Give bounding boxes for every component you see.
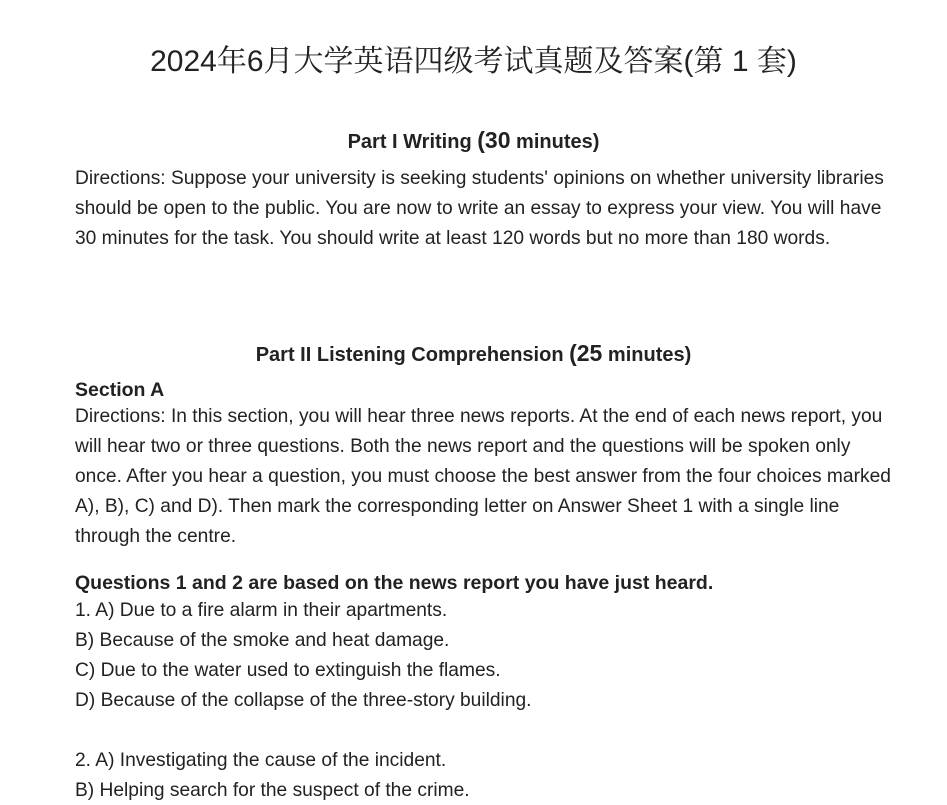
part1-heading-text: Part I Writing bbox=[347, 131, 478, 153]
part2-heading-minutes: 25 bbox=[576, 340, 603, 366]
part2-heading bbox=[0, 339, 947, 369]
section-a-label: Section A bbox=[75, 379, 165, 401]
q1-option-c: C) Due to the water used to extinguish the flames. bbox=[75, 660, 501, 681]
page-title: 2024年6月大学英语四级考试真题及答案(第 1 套) bbox=[150, 45, 797, 78]
part2-heading-paren: ( bbox=[569, 340, 577, 366]
part1-heading-tail: minutes) bbox=[510, 131, 600, 153]
part2-heading-tail: minutes) bbox=[602, 344, 692, 366]
q2-option-a: 2. A) Investigating the cause of the incident. bbox=[75, 750, 447, 771]
questions-intro: Questions 1 and 2 are based on the news report you have just heard. bbox=[75, 572, 714, 594]
q1-option-a: 1. A) Due to a fire alarm in their apartments. bbox=[75, 600, 448, 621]
q1-option-d: D) Because of the collapse of the three-story building. bbox=[75, 690, 532, 711]
part1-heading-paren: ( bbox=[477, 127, 485, 153]
part2-heading-text: Part II Listening Comprehension bbox=[255, 344, 570, 366]
part1-heading-minutes: 30 bbox=[484, 127, 511, 153]
part2-directions: Directions: In this section, you will hear three news reports. At the end of each news report, you will hear two or three questions. Both the news report and the questions will be spoken only once. After you hear a question, you must choose the best answer from the four choices marked A), B), C) and D). Then mark the corresponding letter on Answer Sheet 1 with a single line through the centre. bbox=[75, 406, 891, 547]
q2-option-b: B) Helping search for the suspect of the crime. bbox=[75, 780, 470, 801]
part1-directions: Directions: Suppose your university is seeking students' opinions on whether university libraries should be open to the public. You are now to write an essay to express your view. You will have 30 minutes for the task. You should write at least 120 words but no more than 180 words. bbox=[75, 168, 884, 249]
part1-heading bbox=[0, 126, 947, 156]
q1-option-b: B) Because of the smoke and heat damage. bbox=[75, 630, 450, 651]
